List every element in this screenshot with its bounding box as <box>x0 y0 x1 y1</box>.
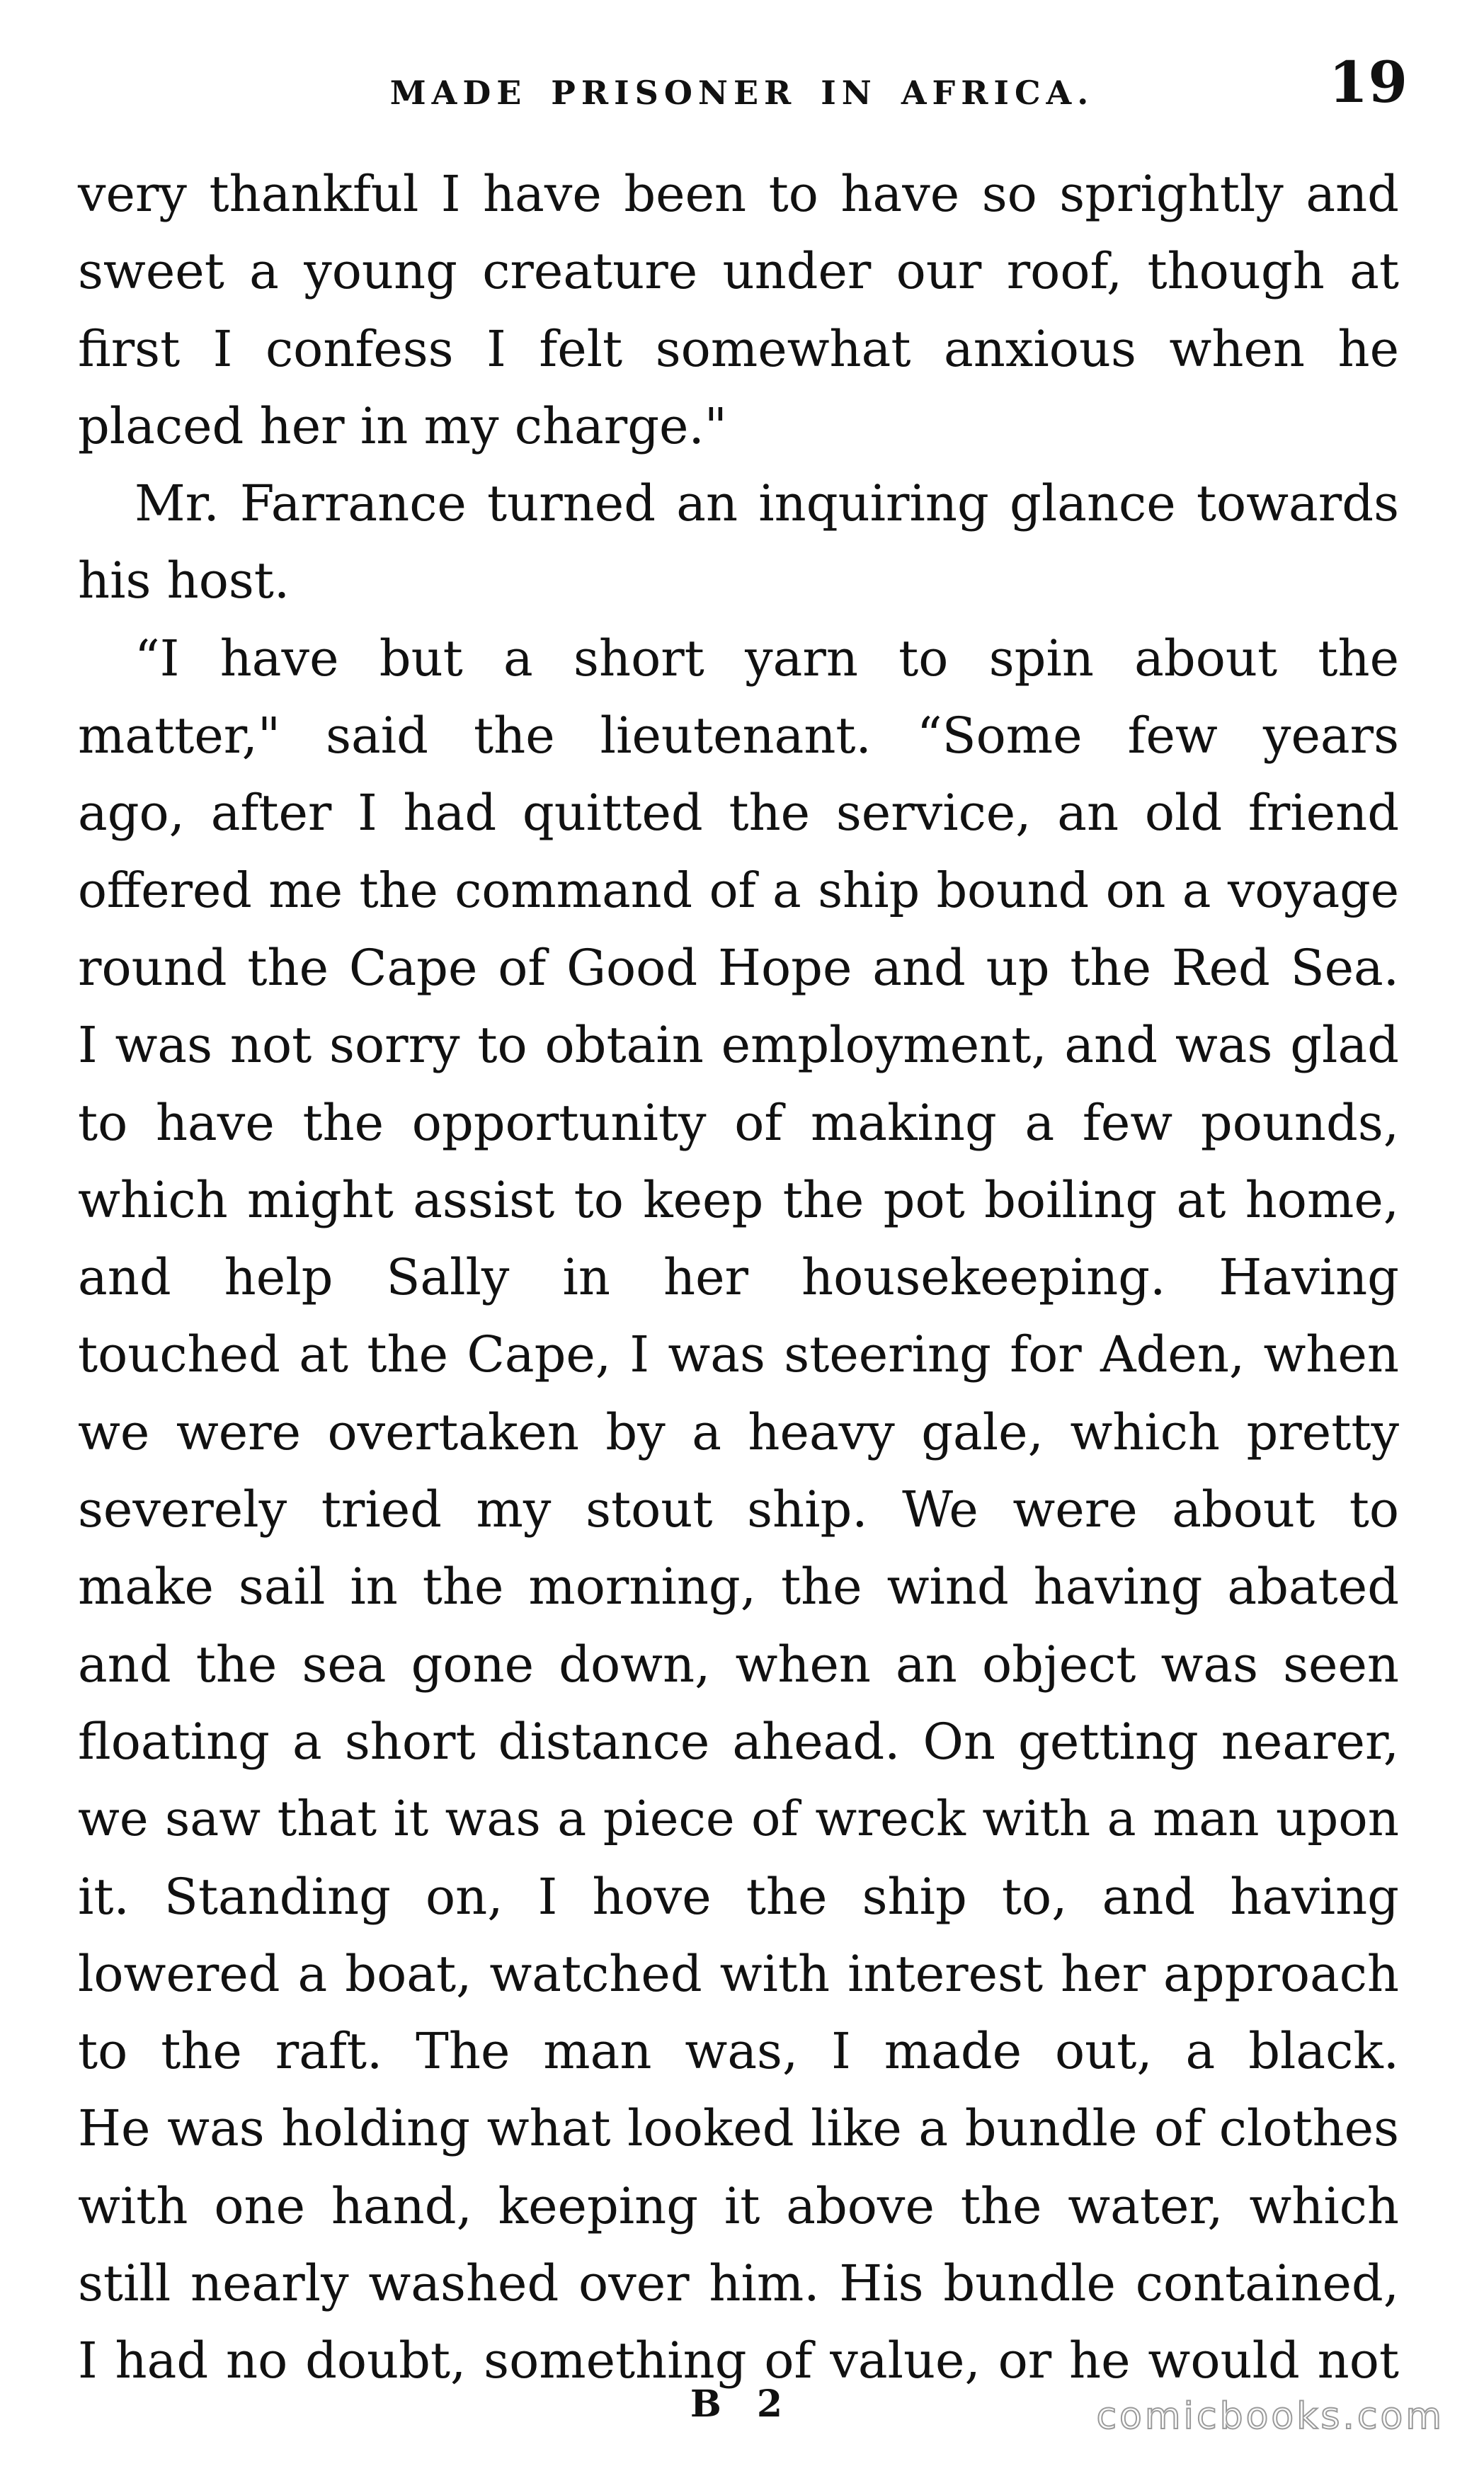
text-line: sweet a young creature under our roof, though at <box>78 242 1399 301</box>
text-line: which might assist to keep the pot boiling at home, <box>78 1170 1399 1229</box>
running-header <box>0 49 1484 132</box>
text-line: He was holding what looked like a bundle of clothes <box>78 2099 1399 2158</box>
running-title: MADE PRISONER IN AFRICA. <box>389 74 1095 112</box>
text-line: very thankful I have been to have so sprightly and <box>78 165 1399 223</box>
signature-mark: B 2 <box>690 2383 794 2426</box>
page-number: 19 <box>1328 49 1408 115</box>
text-line: round the Cape of Good Hope and up the Red Sea. <box>78 938 1399 997</box>
watermark: comicbooks.com <box>1096 2395 1444 2438</box>
text-line: first I confess I felt somewhat anxious when he <box>78 319 1399 378</box>
text-line: and help Sally in her housekeeping. Having <box>78 1248 1399 1307</box>
text-line: I had no doubt, something of value, or he would not <box>78 2332 1399 2390</box>
text-line: to have the opportunity of making a few pounds, <box>78 1093 1399 1152</box>
text-line: floating a short distance ahead. On getting nearer, <box>78 1712 1399 1771</box>
text-line: lowered a boat, watched with interest her approach <box>78 1944 1399 2003</box>
text-line: offered me the command of a ship bound on a voyage <box>78 862 1399 919</box>
text-line: and the sea gone down, when an object was seen <box>78 1635 1399 1694</box>
text-line: we saw that it was a piece of wreck with a man upon <box>78 1791 1399 1848</box>
text-line: with one hand, keeping it above the water, which <box>78 2176 1399 2235</box>
text-line: placed her in my charge." <box>78 396 727 455</box>
text-line: I was not sorry to obtain employment, and was glad <box>78 1016 1399 1075</box>
text-line: still nearly washed over him. His bundle contained, <box>78 2254 1399 2313</box>
text-line: touched at the Cape, I was steering for Aden, when <box>78 1325 1399 1384</box>
text-line: “I have but a short yarn to spin about the <box>135 629 1399 687</box>
text-line: to the raft. The man was, I made out, a black. <box>78 2022 1399 2081</box>
text-line: we were overtaken by a heavy gale, which pretty <box>78 1403 1399 1461</box>
text-line: severely tried my stout ship. We were about to <box>78 1480 1399 1539</box>
body-text <box>78 156 1399 2400</box>
text-line: ago, after I had quitted the service, an old friend <box>78 784 1399 843</box>
text-line: it. Standing on, I hove the ship to, and having <box>78 1867 1399 1926</box>
text-line: matter," said the lieutenant. “Some few years <box>78 707 1399 765</box>
text-line: make sail in the morning, the wind having abated <box>78 1558 1399 1616</box>
text-line: Mr. Farrance turned an inquiring glance towards <box>135 474 1399 533</box>
text-line: his host. <box>78 552 290 610</box>
